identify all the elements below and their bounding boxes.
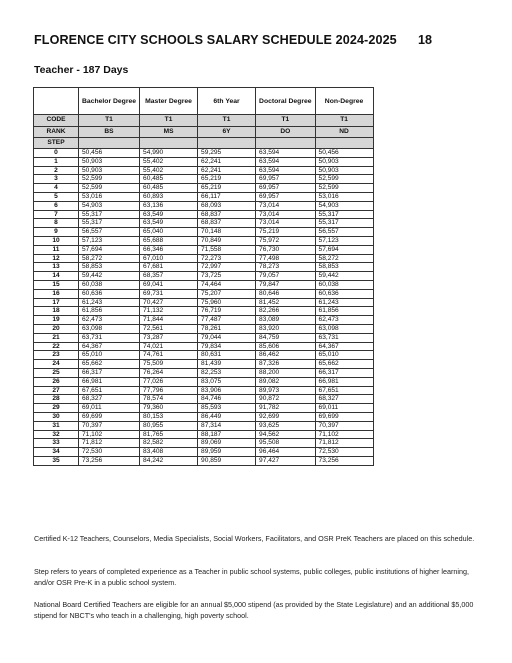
salary-cell: 69,699 [315, 412, 373, 421]
salary-cell: 75,972 [256, 236, 316, 245]
salary-cell: 63,731 [79, 333, 140, 342]
salary-cell: 52,599 [79, 184, 140, 193]
salary-cell: 54,903 [79, 201, 140, 210]
salary-cell: 89,082 [256, 377, 316, 386]
salary-cell: 66,317 [79, 368, 140, 377]
code-label: CODE [34, 115, 79, 127]
salary-cell: 63,594 [256, 149, 316, 158]
salary-cell: 76,264 [140, 368, 198, 377]
step-cell: 27 [34, 386, 79, 395]
salary-cell: 87,326 [256, 360, 316, 369]
salary-cell: 63,549 [140, 210, 198, 219]
salary-cell: 56,557 [79, 228, 140, 237]
page-title: FLORENCE CITY SCHOOLS SALARY SCHEDULE 2024-2025 [34, 33, 397, 47]
salary-cell: 50,456 [79, 149, 140, 158]
table-row [34, 263, 374, 272]
step-cell: 25 [34, 368, 79, 377]
salary-cell: 65,688 [140, 236, 198, 245]
salary-cell: 73,725 [198, 272, 256, 281]
salary-cell: 70,427 [140, 298, 198, 307]
salary-cell: 71,812 [315, 439, 373, 448]
salary-cell: 70,397 [315, 421, 373, 430]
table-row [34, 430, 374, 439]
page-number: 18 [418, 33, 433, 47]
step-cell: 22 [34, 342, 79, 351]
salary-cell: 74,464 [198, 280, 256, 289]
salary-cell: 82,266 [256, 307, 316, 316]
salary-cell: 67,651 [79, 386, 140, 395]
step-cell: 5 [34, 192, 79, 201]
salary-cell: 82,253 [198, 368, 256, 377]
salary-cell: 59,442 [315, 272, 373, 281]
salary-cell: 55,402 [140, 157, 198, 166]
salary-cell: 83,089 [256, 316, 316, 325]
salary-cell: 65,219 [198, 175, 256, 184]
salary-cell: 71,812 [79, 439, 140, 448]
salary-cell: 52,599 [315, 184, 373, 193]
empty-cell [140, 138, 198, 149]
salary-cell: 83,920 [256, 324, 316, 333]
salary-cell: 65,219 [198, 184, 256, 193]
salary-cell: 62,473 [315, 316, 373, 325]
empty-cell [256, 138, 316, 149]
salary-cell: 68,327 [79, 395, 140, 404]
column-header-row [34, 88, 374, 115]
salary-cell: 70,148 [198, 228, 256, 237]
table-row [34, 360, 374, 369]
salary-cell: 50,903 [79, 166, 140, 175]
salary-cell: 59,295 [198, 149, 256, 158]
salary-cell: 80,631 [198, 351, 256, 360]
salary-cell: 66,981 [79, 377, 140, 386]
table-row [34, 298, 374, 307]
step-cell: 32 [34, 430, 79, 439]
empty-cell [198, 138, 256, 149]
salary-cell: 66,346 [140, 245, 198, 254]
salary-cell: 79,834 [198, 342, 256, 351]
table-row [34, 404, 374, 413]
code-cell: T1 [198, 115, 256, 127]
step-cell: 26 [34, 377, 79, 386]
rank-cell: BS [79, 126, 140, 138]
salary-cell: 54,903 [315, 201, 373, 210]
salary-cell: 57,694 [79, 245, 140, 254]
rank-label: RANK [34, 126, 79, 138]
table-row [34, 316, 374, 325]
salary-cell: 86,449 [198, 412, 256, 421]
step-header-row [34, 138, 374, 149]
salary-cell: 75,207 [198, 289, 256, 298]
salary-cell: 74,761 [140, 351, 198, 360]
salary-cell: 58,272 [79, 254, 140, 263]
table-row [34, 421, 374, 430]
salary-cell: 73,287 [140, 333, 198, 342]
salary-cell: 50,903 [315, 166, 373, 175]
salary-cell: 68,837 [198, 219, 256, 228]
code-cell: T1 [256, 115, 316, 127]
salary-cell: 50,903 [79, 157, 140, 166]
salary-cell: 70,849 [198, 236, 256, 245]
salary-cell: 87,314 [198, 421, 256, 430]
salary-cell: 73,256 [315, 456, 373, 465]
step-cell: 16 [34, 289, 79, 298]
salary-cell: 72,273 [198, 254, 256, 263]
salary-cell: 60,038 [79, 280, 140, 289]
salary-cell: 84,759 [256, 333, 316, 342]
salary-cell: 58,272 [315, 254, 373, 263]
code-cell: T1 [140, 115, 198, 127]
step-cell: 2 [34, 166, 79, 175]
table-row [34, 245, 374, 254]
table-row [34, 351, 374, 360]
salary-cell: 60,893 [140, 192, 198, 201]
step-cell: 1 [34, 157, 79, 166]
salary-cell: 81,439 [198, 360, 256, 369]
step-cell: 21 [34, 333, 79, 342]
salary-cell: 58,853 [79, 263, 140, 272]
salary-cell: 71,102 [79, 430, 140, 439]
salary-cell: 57,123 [315, 236, 373, 245]
salary-cell: 69,731 [140, 289, 198, 298]
salary-cell: 80,955 [140, 421, 198, 430]
salary-cell: 90,859 [198, 456, 256, 465]
table-row [34, 272, 374, 281]
salary-cell: 71,844 [140, 316, 198, 325]
rank-row [34, 126, 374, 138]
table-row [34, 236, 374, 245]
salary-cell: 66,117 [198, 192, 256, 201]
salary-cell: 65,662 [315, 360, 373, 369]
salary-cell: 85,593 [198, 404, 256, 413]
salary-cell: 68,357 [140, 272, 198, 281]
salary-cell: 63,731 [315, 333, 373, 342]
salary-cell: 74,021 [140, 342, 198, 351]
table-row [34, 210, 374, 219]
salary-cell: 69,011 [79, 404, 140, 413]
salary-cell: 50,903 [315, 157, 373, 166]
table-row [34, 412, 374, 421]
table-row [34, 219, 374, 228]
table-row [34, 166, 374, 175]
salary-cell: 65,040 [140, 228, 198, 237]
salary-cell: 62,241 [198, 166, 256, 175]
salary-cell: 69,957 [256, 184, 316, 193]
salary-cell: 63,594 [256, 166, 316, 175]
salary-cell: 76,730 [256, 245, 316, 254]
salary-cell: 61,243 [79, 298, 140, 307]
salary-cell: 86,462 [256, 351, 316, 360]
step-cell: 3 [34, 175, 79, 184]
step-cell: 6 [34, 201, 79, 210]
schedule-subtitle: Teacher - 187 Days [34, 64, 129, 76]
step-cell: 17 [34, 298, 79, 307]
salary-cell: 53,016 [315, 192, 373, 201]
salary-cell: 61,856 [315, 307, 373, 316]
salary-cell: 73,256 [79, 456, 140, 465]
salary-cell: 72,997 [198, 263, 256, 272]
salary-cell: 89,069 [198, 439, 256, 448]
step-cell: 20 [34, 324, 79, 333]
salary-cell: 64,367 [315, 342, 373, 351]
salary-cell: 65,010 [315, 351, 373, 360]
salary-cell: 70,397 [79, 421, 140, 430]
rank-cell: ND [315, 126, 373, 138]
salary-cell: 73,014 [256, 210, 316, 219]
salary-cell: 77,026 [140, 377, 198, 386]
step-cell: 12 [34, 254, 79, 263]
salary-cell: 65,662 [79, 360, 140, 369]
salary-cell: 55,317 [315, 219, 373, 228]
table-row [34, 254, 374, 263]
salary-cell: 79,847 [256, 280, 316, 289]
salary-cell: 64,367 [79, 342, 140, 351]
salary-cell: 85,606 [256, 342, 316, 351]
salary-cell: 63,594 [256, 157, 316, 166]
step-cell: 11 [34, 245, 79, 254]
table-row [34, 324, 374, 333]
note-nbct-stipend: National Board Certified Teachers are eligible for an annual $5,000 stipend (as provided by the State Legislature) and an additional $5,000 stipend for NBCT's who teach in a challenging, high poverty school. [34, 600, 474, 620]
note-eligible-staff: Certified K-12 Teachers, Counselors, Media Specialists, Social Workers, Facilitators, and OSR PreK Teachers are placed on this schedule. [34, 534, 475, 543]
rank-cell: DO [256, 126, 316, 138]
salary-cell: 72,530 [315, 448, 373, 457]
table-row [34, 184, 374, 193]
salary-cell: 77,498 [256, 254, 316, 263]
salary-cell: 69,699 [79, 412, 140, 421]
salary-cell: 72,530 [79, 448, 140, 457]
salary-cell: 68,837 [198, 210, 256, 219]
step-cell: 7 [34, 210, 79, 219]
salary-cell: 89,959 [198, 448, 256, 457]
column-header: 6th Year [198, 88, 256, 115]
table-row [34, 201, 374, 210]
salary-cell: 69,957 [256, 175, 316, 184]
salary-cell: 84,242 [140, 456, 198, 465]
table-row [34, 439, 374, 448]
step-cell: 24 [34, 360, 79, 369]
salary-cell: 54,990 [140, 149, 198, 158]
table-row [34, 386, 374, 395]
step-cell: 35 [34, 456, 79, 465]
table-row [34, 307, 374, 316]
salary-cell: 61,243 [315, 298, 373, 307]
salary-cell: 55,317 [79, 219, 140, 228]
salary-cell: 79,044 [198, 333, 256, 342]
step-cell: 13 [34, 263, 79, 272]
corner-cell [34, 88, 79, 115]
salary-cell: 60,038 [315, 280, 373, 289]
salary-cell: 63,098 [315, 324, 373, 333]
salary-cell: 79,057 [256, 272, 316, 281]
table-row [34, 333, 374, 342]
salary-table [33, 87, 374, 466]
salary-cell: 78,273 [256, 263, 316, 272]
empty-cell [315, 138, 373, 149]
salary-cell: 61,856 [79, 307, 140, 316]
salary-cell: 63,136 [140, 201, 198, 210]
column-header: Bachelor Degree [79, 88, 140, 115]
salary-cell: 71,132 [140, 307, 198, 316]
salary-cell: 83,408 [140, 448, 198, 457]
salary-cell: 97,427 [256, 456, 316, 465]
salary-cell: 57,123 [79, 236, 140, 245]
salary-cell: 68,327 [315, 395, 373, 404]
step-cell: 19 [34, 316, 79, 325]
salary-cell: 75,960 [198, 298, 256, 307]
salary-cell: 93,625 [256, 421, 316, 430]
salary-cell: 60,485 [140, 175, 198, 184]
salary-cell: 55,317 [315, 210, 373, 219]
step-cell: 4 [34, 184, 79, 193]
table-row [34, 377, 374, 386]
salary-cell: 94,562 [256, 430, 316, 439]
salary-cell: 62,473 [79, 316, 140, 325]
table-row [34, 149, 374, 158]
salary-cell: 77,487 [198, 316, 256, 325]
code-cell: T1 [79, 115, 140, 127]
salary-cell: 81,765 [140, 430, 198, 439]
salary-cell: 79,360 [140, 404, 198, 413]
step-cell: 14 [34, 272, 79, 281]
salary-cell: 58,853 [315, 263, 373, 272]
salary-cell: 83,906 [198, 386, 256, 395]
salary-cell: 75,509 [140, 360, 198, 369]
step-cell: 23 [34, 351, 79, 360]
table-row [34, 280, 374, 289]
salary-cell: 55,317 [79, 210, 140, 219]
salary-cell: 88,200 [256, 368, 316, 377]
salary-cell: 78,574 [140, 395, 198, 404]
salary-cell: 56,557 [315, 228, 373, 237]
salary-cell: 96,464 [256, 448, 316, 457]
salary-cell: 66,317 [315, 368, 373, 377]
step-cell: 34 [34, 448, 79, 457]
step-cell: 15 [34, 280, 79, 289]
step-cell: 31 [34, 421, 79, 430]
salary-cell: 90,872 [256, 395, 316, 404]
step-cell: 0 [34, 149, 79, 158]
salary-cell: 80,153 [140, 412, 198, 421]
column-header: Non-Degree [315, 88, 373, 115]
salary-cell: 95,508 [256, 439, 316, 448]
empty-cell [79, 138, 140, 149]
salary-cell: 60,636 [315, 289, 373, 298]
table-row [34, 456, 374, 465]
code-row [34, 115, 374, 127]
step-cell: 8 [34, 219, 79, 228]
step-cell: 10 [34, 236, 79, 245]
salary-cell: 73,014 [256, 201, 316, 210]
salary-cell: 53,016 [79, 192, 140, 201]
step-cell: 9 [34, 228, 79, 237]
salary-cell: 73,014 [256, 219, 316, 228]
salary-cell: 91,782 [256, 404, 316, 413]
salary-cell: 65,010 [79, 351, 140, 360]
salary-cell: 59,442 [79, 272, 140, 281]
salary-cell: 89,973 [256, 386, 316, 395]
table-row [34, 175, 374, 184]
salary-cell: 72,561 [140, 324, 198, 333]
table-row [34, 448, 374, 457]
salary-cell: 63,549 [140, 219, 198, 228]
table-row [34, 368, 374, 377]
salary-cell: 57,694 [315, 245, 373, 254]
salary-cell: 68,093 [198, 201, 256, 210]
table-row [34, 157, 374, 166]
salary-cell: 80,646 [256, 289, 316, 298]
step-cell: 29 [34, 404, 79, 413]
salary-cell: 67,651 [315, 386, 373, 395]
salary-cell: 52,599 [315, 175, 373, 184]
salary-cell: 62,241 [198, 157, 256, 166]
salary-cell: 78,261 [198, 324, 256, 333]
step-cell: 30 [34, 412, 79, 421]
salary-cell: 69,041 [140, 280, 198, 289]
salary-cell: 55,402 [140, 166, 198, 175]
salary-cell: 67,010 [140, 254, 198, 263]
salary-cell: 60,485 [140, 184, 198, 193]
rank-cell: 6Y [198, 126, 256, 138]
salary-cell: 60,636 [79, 289, 140, 298]
salary-cell: 67,681 [140, 263, 198, 272]
salary-cell: 77,796 [140, 386, 198, 395]
salary-cell: 71,102 [315, 430, 373, 439]
salary-cell: 82,582 [140, 439, 198, 448]
salary-cell: 75,219 [256, 228, 316, 237]
step-cell: 33 [34, 439, 79, 448]
salary-cell: 69,011 [315, 404, 373, 413]
salary-cell: 71,558 [198, 245, 256, 254]
salary-cell: 63,098 [79, 324, 140, 333]
step-cell: 18 [34, 307, 79, 316]
table-row [34, 192, 374, 201]
note-step-definition: Step refers to years of completed experience as a Teacher in public school systems, public colleges, public institutions of higher learning, and/or OSR Pre-K in a public school system. [34, 567, 469, 587]
salary-cell: 76,719 [198, 307, 256, 316]
salary-cell: 66,981 [315, 377, 373, 386]
step-cell: 28 [34, 395, 79, 404]
salary-cell: 84,746 [198, 395, 256, 404]
rank-cell: MS [140, 126, 198, 138]
table-row [34, 395, 374, 404]
table-row [34, 228, 374, 237]
salary-cell: 81,452 [256, 298, 316, 307]
table-row [34, 342, 374, 351]
column-header: Doctoral Degree [256, 88, 316, 115]
salary-cell: 88,187 [198, 430, 256, 439]
salary-cell: 52,599 [79, 175, 140, 184]
salary-cell: 50,456 [315, 149, 373, 158]
code-cell: T1 [315, 115, 373, 127]
step-label: STEP [34, 138, 79, 149]
column-header: Master Degree [140, 88, 198, 115]
table-row [34, 289, 374, 298]
salary-cell: 69,957 [256, 192, 316, 201]
salary-cell: 92,699 [256, 412, 316, 421]
salary-cell: 83,075 [198, 377, 256, 386]
